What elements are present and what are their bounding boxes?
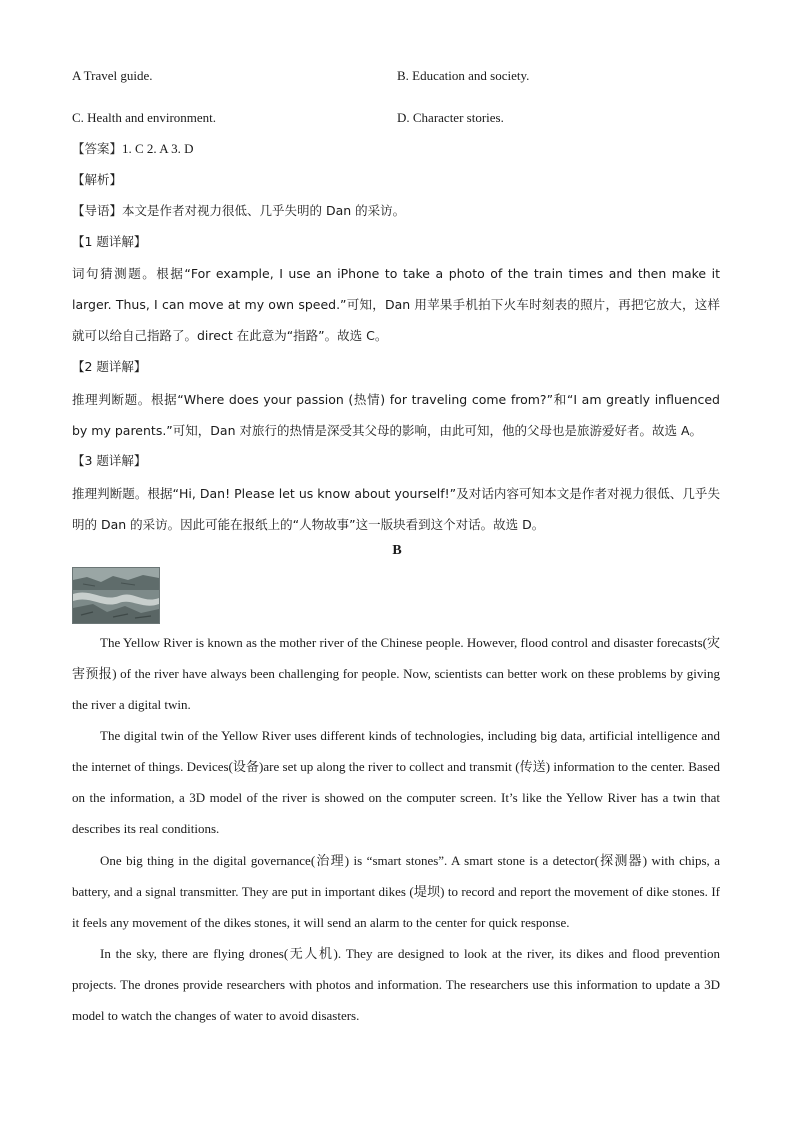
option-d: D. Character stories. bbox=[397, 110, 504, 125]
q3-label: 【3 题详解】 bbox=[72, 453, 147, 468]
guide-text: 【导语】本文是作者对视力很低、几乎失明的 Dan 的采访。 bbox=[72, 203, 406, 218]
q1-label: 【1 题详解】 bbox=[72, 234, 147, 249]
passage-paragraph-1: The Yellow River is known as the mother river of the Chinese people. However, flood control and disaster forecasts(灾害预报) of the river have always been challenging for people. Now, scientists can better work on these problems by giving the river a digital twin. bbox=[72, 635, 720, 712]
option-c: C. Health and environment. bbox=[72, 110, 217, 125]
q3-explanation: 推理判断题。根据“Hi, Dan! Please let us know about yourself!”及对话内容可知本文是作者对视力很低、几乎失明的 Dan 的采访。因此可能在报纸上的“人物故事”这一版块看到这个对话。故选 D。 bbox=[72, 486, 720, 532]
passage-paragraph-4: In the sky, there are flying drones(无人机). They are designed to look at the river, its dikes and flood prevention projects. The drones provide researchers with photos and information. The researchers use this information to update a 3D model to watch the changes of water to avoid disasters. bbox=[72, 946, 720, 1023]
passage-paragraph-2: The digital twin of the Yellow River uses different kinds of technologies, including big data, artificial intelligence and the internet of things. Devices(设备)are set up along the river to collect and transmit (传送) information to the center. Based on the information, a 3D model of the river is showed on the computer screen. It’s like the Yellow River has a twin that describes its real conditions. bbox=[72, 728, 720, 836]
river-photo-graphic bbox=[73, 568, 159, 623]
analysis-label: 【解析】 bbox=[72, 172, 123, 187]
answer-label: 【答案】 bbox=[72, 141, 123, 156]
answer-line bbox=[72, 139, 194, 159]
option-a: A Travel guide. bbox=[72, 68, 153, 83]
passage-paragraph-3: One big thing in the digital governance(治理) is “smart stones”. A smart stone is a detector(探测器) with chips, a battery, and a signal transmitter. They are put in important dikes (堤坝) to record and report the movement of dike stones. If it feels any movement of the dikes stones, it will send an alarm to the center for quick response. bbox=[72, 853, 720, 930]
q2-label: 【2 题详解】 bbox=[72, 359, 147, 374]
option-b: B. Education and society. bbox=[397, 68, 530, 83]
section-b-title: B bbox=[392, 543, 402, 558]
q2-explanation: 推理判断题。根据“Where does your passion (热情) for traveling come from?”和“I am greatly influenced by my parents.”可知，Dan 对旅行的热情是深受其父母的影响，由此可知，他的父母也是旅游爱好者。故选 A。 bbox=[72, 392, 720, 438]
q1-explanation: 词句猜测题。根据“For example, I use an iPhone to take a photo of the train times and then make it larger. Thus, I can move at my own speed.”可知，Dan 用苹果手机拍下火车时刻表的照片，再把它放大，这样就可以给自己指路了。direct 在此意为“指路”。故选 C。 bbox=[72, 266, 720, 343]
answer-values: 1. C 2. A 3. D bbox=[122, 141, 194, 156]
yellow-river-aerial-photo bbox=[72, 567, 160, 624]
